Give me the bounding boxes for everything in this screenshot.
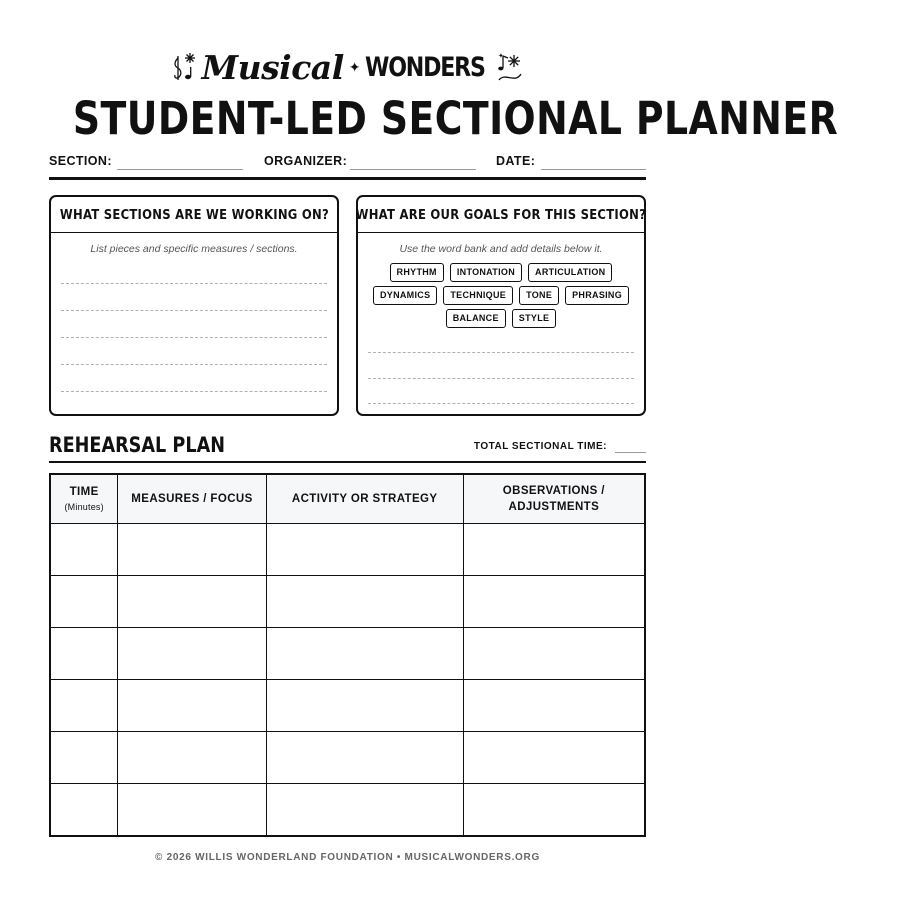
time-cell[interactable]: [50, 732, 118, 784]
time-cell[interactable]: [50, 575, 118, 627]
table-header-row: [50, 474, 645, 523]
measures-cell[interactable]: [118, 523, 266, 575]
rehearsal-plan-heading: REHEARSAL PLAN: [49, 433, 226, 457]
goals-write-line[interactable]: [368, 352, 634, 353]
column-header-observations: OBSERVATIONS / ADJUSTMENTS: [463, 474, 645, 523]
observations-cell[interactable]: [463, 627, 645, 679]
table-row: [50, 523, 645, 575]
date-label: DATE:: [496, 154, 536, 168]
activity-cell[interactable]: [266, 523, 463, 575]
time-cell[interactable]: [50, 680, 118, 732]
sections-write-line[interactable]: [61, 364, 327, 365]
goals-card-heading: WHAT ARE OUR GOALS FOR THIS SECTION?: [358, 197, 644, 233]
organizer-label: ORGANIZER:: [264, 154, 348, 168]
table-row: [50, 732, 645, 784]
activity-cell[interactable]: [266, 627, 463, 679]
measures-cell[interactable]: [118, 627, 266, 679]
activity-cell[interactable]: [266, 575, 463, 627]
total-time-label: TOTAL SECTIONAL TIME:: [473, 441, 607, 452]
section-label: SECTION:: [49, 154, 112, 168]
plan-divider: [49, 461, 646, 463]
goals-card-instruction: Use the word bank and add details below it.: [399, 243, 603, 255]
column-header-time: TIME (Minutes): [50, 474, 118, 523]
total-time-field[interactable]: [615, 452, 646, 453]
sparkle-notes-right-icon: [495, 50, 523, 84]
measures-cell[interactable]: [118, 732, 266, 784]
sections-write-line[interactable]: [61, 310, 327, 311]
sections-card-instruction: List pieces and specific measures / sections.: [90, 243, 298, 255]
goals-write-line[interactable]: [368, 403, 634, 404]
activity-cell[interactable]: [266, 680, 463, 732]
sections-card-heading: WHAT SECTIONS ARE WE WORKING ON?: [51, 197, 337, 233]
word-chip-phrasing[interactable]: PHRASING: [565, 286, 629, 305]
svg-text:✦: ✦: [498, 53, 505, 60]
table-row: [50, 680, 645, 732]
date-field[interactable]: [541, 169, 646, 170]
observations-cell[interactable]: [463, 732, 645, 784]
measures-cell[interactable]: [118, 680, 266, 732]
activity-cell[interactable]: [266, 784, 463, 836]
observations-cell[interactable]: [463, 680, 645, 732]
word-bank-row: [358, 263, 644, 282]
sections-write-line[interactable]: [61, 337, 327, 338]
section-field[interactable]: [117, 169, 243, 170]
table-row: [50, 627, 645, 679]
word-bank-row: [358, 309, 644, 328]
observations-cell[interactable]: [463, 575, 645, 627]
logo-script-text: Musical: [201, 47, 344, 87]
meta-fields: [49, 154, 646, 172]
page-title: STUDENT-LED SECTIONAL PLANNER: [72, 92, 839, 145]
measures-cell[interactable]: [118, 784, 266, 836]
observations-cell[interactable]: [463, 784, 645, 836]
brand-logo: [0, 44, 695, 90]
column-header-activity: ACTIVITY OR STRATEGY: [266, 474, 463, 523]
rehearsal-plan-table: [49, 473, 646, 837]
table-row: [50, 784, 645, 836]
organizer-field[interactable]: [350, 169, 476, 170]
goals-write-line[interactable]: [368, 378, 634, 379]
word-bank-row: [358, 286, 644, 305]
time-cell[interactable]: [50, 523, 118, 575]
word-chip-style[interactable]: STYLE: [512, 309, 557, 328]
footer-copyright: © 2026 WILLIS WONDERLAND FOUNDATION • MUSICALWONDERS.ORG: [155, 852, 540, 863]
logo-star-icon: ✦: [348, 59, 361, 75]
header-divider: [49, 177, 646, 180]
logo-block-text: WONDERS: [365, 51, 486, 83]
word-chip-articulation[interactable]: ARTICULATION: [528, 263, 612, 282]
word-chip-intonation[interactable]: INTONATION: [450, 263, 522, 282]
table-row: [50, 575, 645, 627]
sparkle-notes-left-icon: [172, 50, 198, 84]
word-chip-tone[interactable]: TONE: [519, 286, 559, 305]
sections-write-line[interactable]: [61, 283, 327, 284]
column-header-measures: MEASURES / FOCUS: [118, 474, 266, 523]
word-chip-balance[interactable]: BALANCE: [446, 309, 506, 328]
time-cell[interactable]: [50, 627, 118, 679]
measures-cell[interactable]: [118, 575, 266, 627]
word-chip-rhythm[interactable]: RHYTHM: [390, 263, 444, 282]
goals-card: [356, 195, 646, 416]
column-header-time-unit: (Minutes): [64, 501, 104, 512]
activity-cell[interactable]: [266, 732, 463, 784]
sections-write-line[interactable]: [61, 391, 327, 392]
sections-card: [49, 195, 339, 416]
word-chip-dynamics[interactable]: DYNAMICS: [373, 286, 437, 305]
word-chip-technique[interactable]: TECHNIQUE: [443, 286, 513, 305]
time-cell[interactable]: [50, 784, 118, 836]
observations-cell[interactable]: [463, 523, 645, 575]
